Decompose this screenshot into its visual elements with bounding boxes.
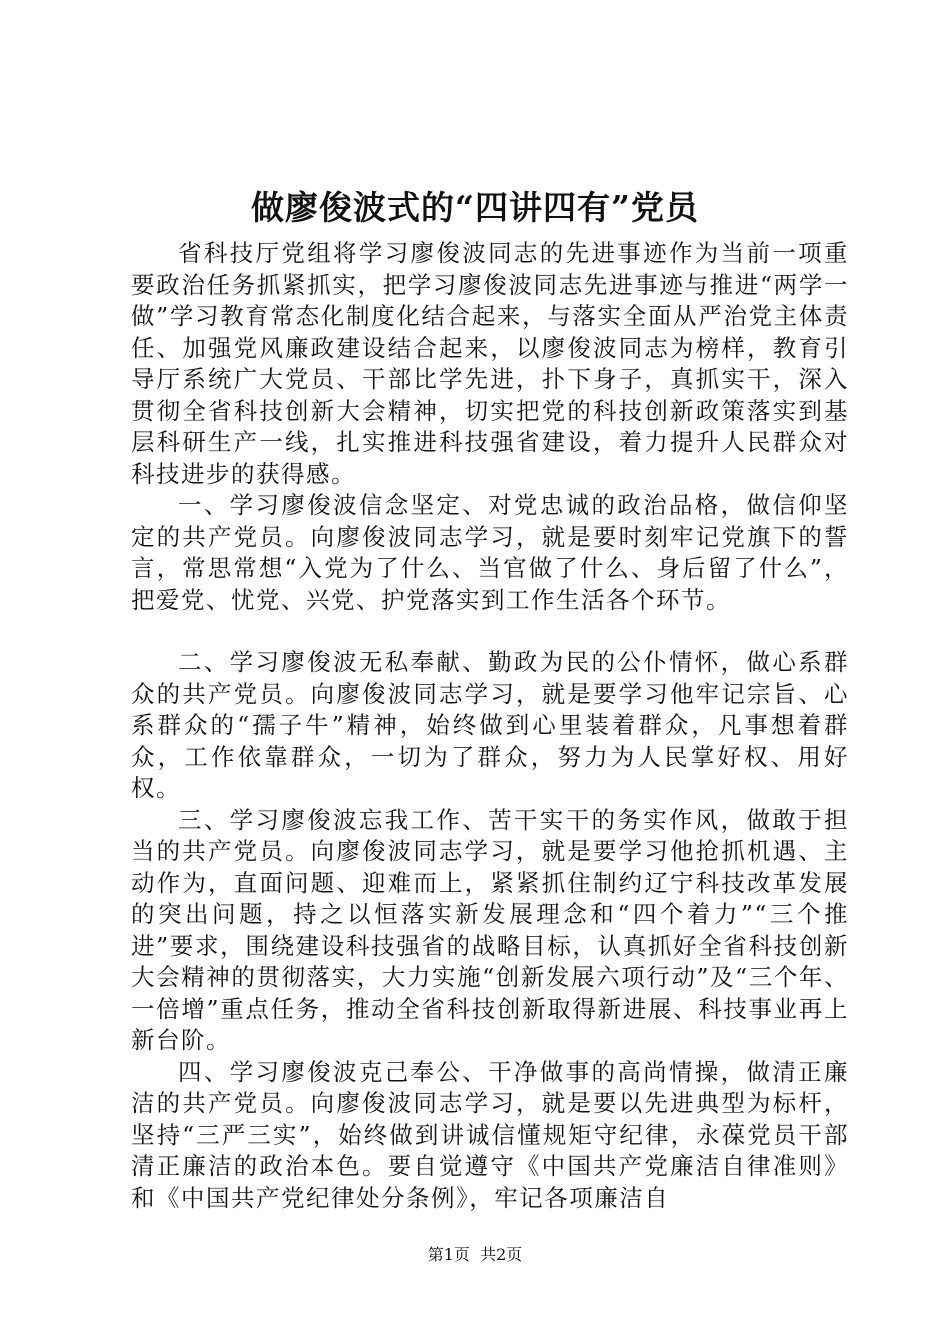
page-footer	[0, 1244, 950, 1266]
paragraph-point-three: 三、学习廖俊波忘我工作、苦干实干的务实作风，做敢于担当的共产党员。向廖俊波同志学习，就是要学习他抢抓机遇、主动作为，直面问题、迎难而上，紧紧抓住制约辽宁科技改革发展的突出问题，持之以恒落实新发展理念和“四个着力”“三个推进”要求，围绕建设科技强省的战略目标，认真抓好全省科技创新大会精神的贯彻落实，大力实施“创新发展六项行动”及“三个年、一倍增”重点任务，推动全省科技创新取得新进展、科技事业再上新台阶。	[131, 805, 849, 1054]
paragraph-point-two: 二、学习廖俊波无私奉献、勤政为民的公仆情怀，做心系群众的共产党员。向廖俊波同志学习，就是要学习他牢记宗旨、心系群众的“孺子牛”精神，始终做到心里装着群众，凡事想着群众，工作依靠群众，一切为了群众，努力为人民掌好权、用好权。	[131, 648, 849, 802]
footer-separator	[470, 1245, 480, 1264]
paragraph-intro: 省科技厅党组将学习廖俊波同志的先进事迹作为当前一项重要政治任务抓紧抓实，把学习廖俊波同志先进事迹与推进“两学一做”学习教育常态化制度化结合起来，与落实全面从严治党主体责任、加强党风廉政建设结合起来，以廖俊波同志为榜样，教育引导厅系统广大党员、干部比学先进，扑下身子，真抓实干，深入贯彻全省科技创新大会精神，切实把党的科技创新政策落实到基层科研生产一线，扎实推进科技强省建设，着力提升人民群众对科技进步的获得感。	[131, 239, 849, 488]
page-number: 第1页	[427, 1245, 470, 1264]
document-body	[131, 238, 849, 1214]
document-title: 做廖俊波式的“四讲四有”党员	[251, 188, 699, 227]
paragraph-point-one: 一、学习廖俊波信念坚定、对党忠诚的政治品格，做信仰坚定的共产党员。向廖俊波同志学习，就是要时刻牢记党旗下的誓言，常思常想“入党为了什么、当官做了什么、身后留了什么”，把爱党、忧党、兴党、护党落实到工作生活各个环节。	[131, 491, 849, 614]
page-total: 共2页	[480, 1245, 523, 1264]
paragraph-spacer	[131, 616, 849, 647]
paragraph-point-four: 四、学习廖俊波克己奉公、干净做事的高尚情操，做清正廉洁的共产党员。向廖俊波同志学习，就是要以先进典型为标杆，坚持“三严三实”，始终做到讲诚信懂规矩守纪律，永葆党员干部清正廉洁的政治本色。要自觉遵守《中国共产党廉洁自律准则》和《中国共产党纪律处分条例》，牢记各项廉洁自	[131, 1057, 849, 1212]
